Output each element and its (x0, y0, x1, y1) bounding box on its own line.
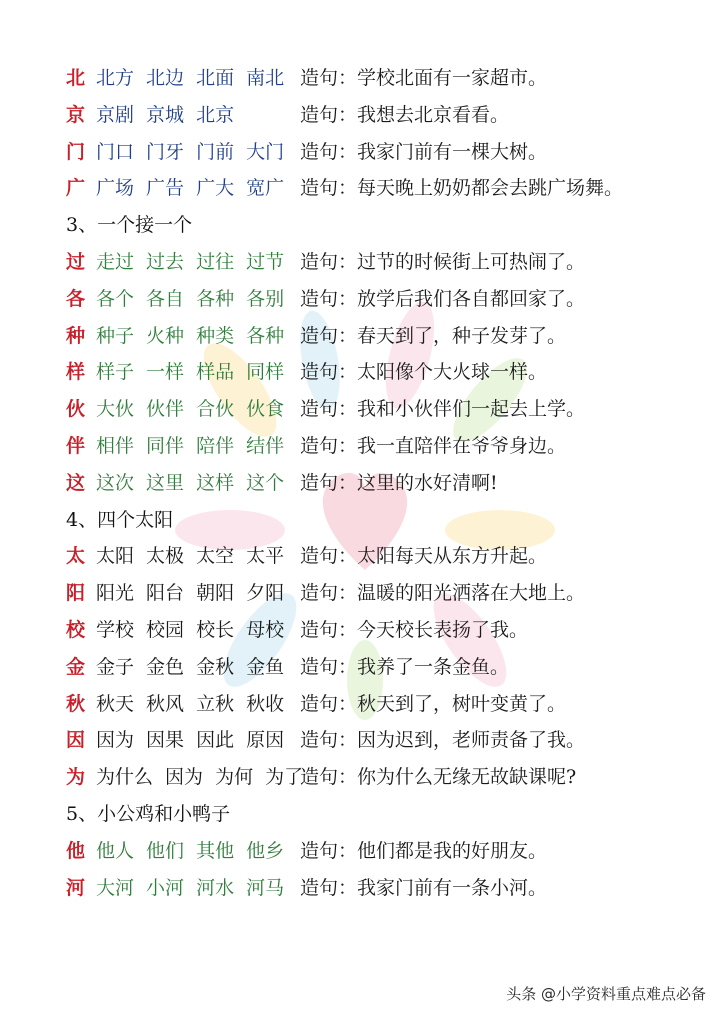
vocab-row (66, 649, 706, 686)
vocab-row (66, 575, 706, 612)
example-sentence (300, 538, 547, 575)
section-heading (66, 796, 706, 833)
vocab-row (66, 134, 706, 171)
word-group: 各个 各自 各种 各别 (96, 287, 285, 310)
sentence-text: 太阳每天从东方升起。 (357, 545, 548, 568)
sentence-label: 造句： (300, 287, 358, 310)
key-character: 校 (66, 618, 86, 641)
sentence-text: 今天校长表扬了我。 (357, 618, 529, 641)
key-character: 京 (66, 103, 86, 126)
vocab-row (66, 759, 706, 796)
sentence-text: 我家门前有一条小河。 (357, 876, 548, 899)
vocab-row (66, 97, 706, 134)
vocab-row (66, 281, 706, 318)
key-character: 广 (66, 177, 86, 200)
word-group: 金子 金色 金秋 金鱼 (96, 655, 285, 678)
sentence-text: 放学后我们各自都回家了。 (357, 287, 586, 310)
key-character: 北 (66, 67, 86, 89)
sentence-text: 太阳像个大火球一样。 (357, 361, 548, 384)
sentence-label: 造句： (300, 839, 358, 862)
sentence-text: 你为什么无缘无故缺课呢? (357, 766, 577, 789)
example-sentence (300, 391, 585, 428)
example-sentence (300, 354, 547, 391)
example-sentence (300, 649, 509, 686)
vocab-row (66, 538, 706, 575)
sentence-label: 造句： (300, 324, 358, 347)
example-sentence (300, 870, 547, 907)
sentence-text: 每天晚上奶奶都会去跳广场舞。 (357, 177, 624, 200)
sentence-text: 我一直陪伴在爷爷身边。 (357, 434, 567, 457)
vocabulary-list (66, 60, 706, 906)
sentence-label: 造句： (300, 618, 358, 641)
key-character: 这 (66, 471, 86, 494)
sentence-label: 造句： (300, 471, 358, 494)
example-sentence (300, 281, 585, 318)
sentence-label: 造句： (300, 692, 358, 715)
key-character: 阳 (66, 582, 86, 605)
section-title: 3、一个接一个 (66, 214, 193, 237)
example-sentence (300, 60, 547, 97)
key-character: 样 (66, 361, 86, 384)
sentence-label: 造句： (300, 177, 358, 200)
word-group: 太阳 太极 太空 太平 (96, 545, 285, 568)
sentence-label: 造句： (300, 103, 358, 126)
word-group: 这次 这里 这样 这个 (96, 471, 285, 494)
example-sentence (300, 465, 498, 502)
sentence-label: 造句： (300, 766, 358, 789)
vocab-row (66, 60, 706, 97)
vocab-row (66, 465, 706, 502)
sentence-text: 我和小伙伴们一起去上学。 (357, 398, 586, 421)
vocab-row (66, 170, 706, 207)
section-heading (66, 207, 706, 244)
example-sentence (300, 134, 547, 171)
key-character: 伴 (66, 434, 86, 457)
sentence-label: 造句： (300, 140, 358, 163)
sentence-label: 造句： (300, 655, 358, 678)
sentence-label: 造句： (300, 250, 358, 273)
sentence-label: 造句： (300, 582, 358, 605)
vocab-row (66, 722, 706, 759)
key-character: 太 (66, 545, 86, 568)
word-group: 秋天 秋风 立秋 秋收 (96, 692, 285, 715)
sentence-label: 造句： (300, 876, 358, 899)
sentence-text: 我养了一条金鱼。 (357, 655, 510, 678)
key-character: 他 (66, 839, 86, 862)
vocab-row (66, 244, 706, 281)
vocab-row (66, 870, 706, 907)
key-character: 伙 (66, 398, 86, 421)
key-character: 河 (66, 876, 86, 899)
word-group: 广场 广告 广大 宽广 (96, 177, 285, 200)
example-sentence (300, 833, 547, 870)
example-sentence (300, 575, 585, 612)
word-group: 因为 因果 因此 原因 (96, 729, 285, 752)
example-sentence (300, 722, 585, 759)
vocab-row (66, 428, 706, 465)
key-character: 因 (66, 729, 86, 752)
word-group: 京剧 京城 北京 (96, 103, 235, 126)
sentence-label: 造句： (300, 434, 358, 457)
vocab-row (66, 391, 706, 428)
key-character: 各 (66, 287, 86, 310)
vocab-row (66, 833, 706, 870)
sentence-label: 造句： (300, 398, 358, 421)
word-group: 他人 他们 其他 他乡 (96, 839, 285, 862)
key-character: 金 (66, 655, 86, 678)
word-group: 相伴 同伴 陪伴 结伴 (96, 434, 285, 457)
example-sentence (300, 612, 528, 649)
sentence-label: 造句： (300, 545, 358, 568)
word-group: 大伙 伙伴 合伙 伙食 (96, 398, 285, 421)
example-sentence (300, 97, 509, 134)
word-group: 为什么 因为 为何 为了 (96, 766, 304, 789)
sentence-text: 我家门前有一棵大树。 (357, 140, 548, 163)
sentence-label: 造句： (300, 361, 358, 384)
vocab-row (66, 686, 706, 723)
source-credit: 头条 @小学资料重点难点必备 (506, 985, 706, 1003)
sentence-text: 他们都是我的好朋友。 (357, 839, 548, 862)
sentence-text: 这里的水好清啊! (357, 471, 498, 494)
vocab-row (66, 612, 706, 649)
word-group: 北方 北边 北面 南北 (96, 67, 285, 89)
key-character: 秋 (66, 692, 86, 715)
example-sentence (300, 686, 566, 723)
sentence-text: 秋天到了，树叶变黄了。 (357, 692, 567, 715)
key-character: 为 (66, 766, 86, 789)
word-group: 学校 校园 校长 母校 (96, 618, 285, 641)
sentence-label: 造句： (300, 729, 358, 752)
sentence-text: 因为迟到，老师责备了我。 (357, 729, 586, 752)
vocab-row (66, 318, 706, 355)
example-sentence (300, 170, 623, 207)
section-title: 4、四个太阳 (66, 508, 174, 531)
key-character: 种 (66, 324, 86, 347)
word-group: 种子 火种 种类 各种 (96, 324, 285, 347)
word-group: 门口 门牙 门前 大门 (96, 140, 285, 163)
example-sentence (300, 428, 566, 465)
key-character: 门 (66, 140, 86, 163)
example-sentence (300, 318, 566, 355)
sentence-text: 学校北面有一家超市。 (357, 67, 548, 89)
key-character: 过 (66, 250, 86, 273)
sentence-text: 过节的时候街上可热闹了。 (357, 250, 586, 273)
word-group: 样子 一样 样品 同样 (96, 361, 285, 384)
word-group: 大河 小河 河水 河马 (96, 876, 285, 899)
sentence-text: 我想去北京看看。 (357, 103, 510, 126)
sentence-text: 温暖的阳光洒落在大地上。 (357, 582, 586, 605)
word-group: 走过 过去 过往 过节 (96, 250, 285, 273)
sentence-label: 造句： (300, 67, 358, 89)
sentence-text: 春天到了，种子发芽了。 (357, 324, 567, 347)
example-sentence (300, 244, 585, 281)
example-sentence (300, 759, 576, 796)
section-title: 5、小公鸡和小鸭子 (66, 802, 231, 825)
section-heading (66, 502, 706, 539)
vocab-row (66, 354, 706, 391)
word-group: 阳光 阳台 朝阳 夕阳 (96, 582, 285, 605)
